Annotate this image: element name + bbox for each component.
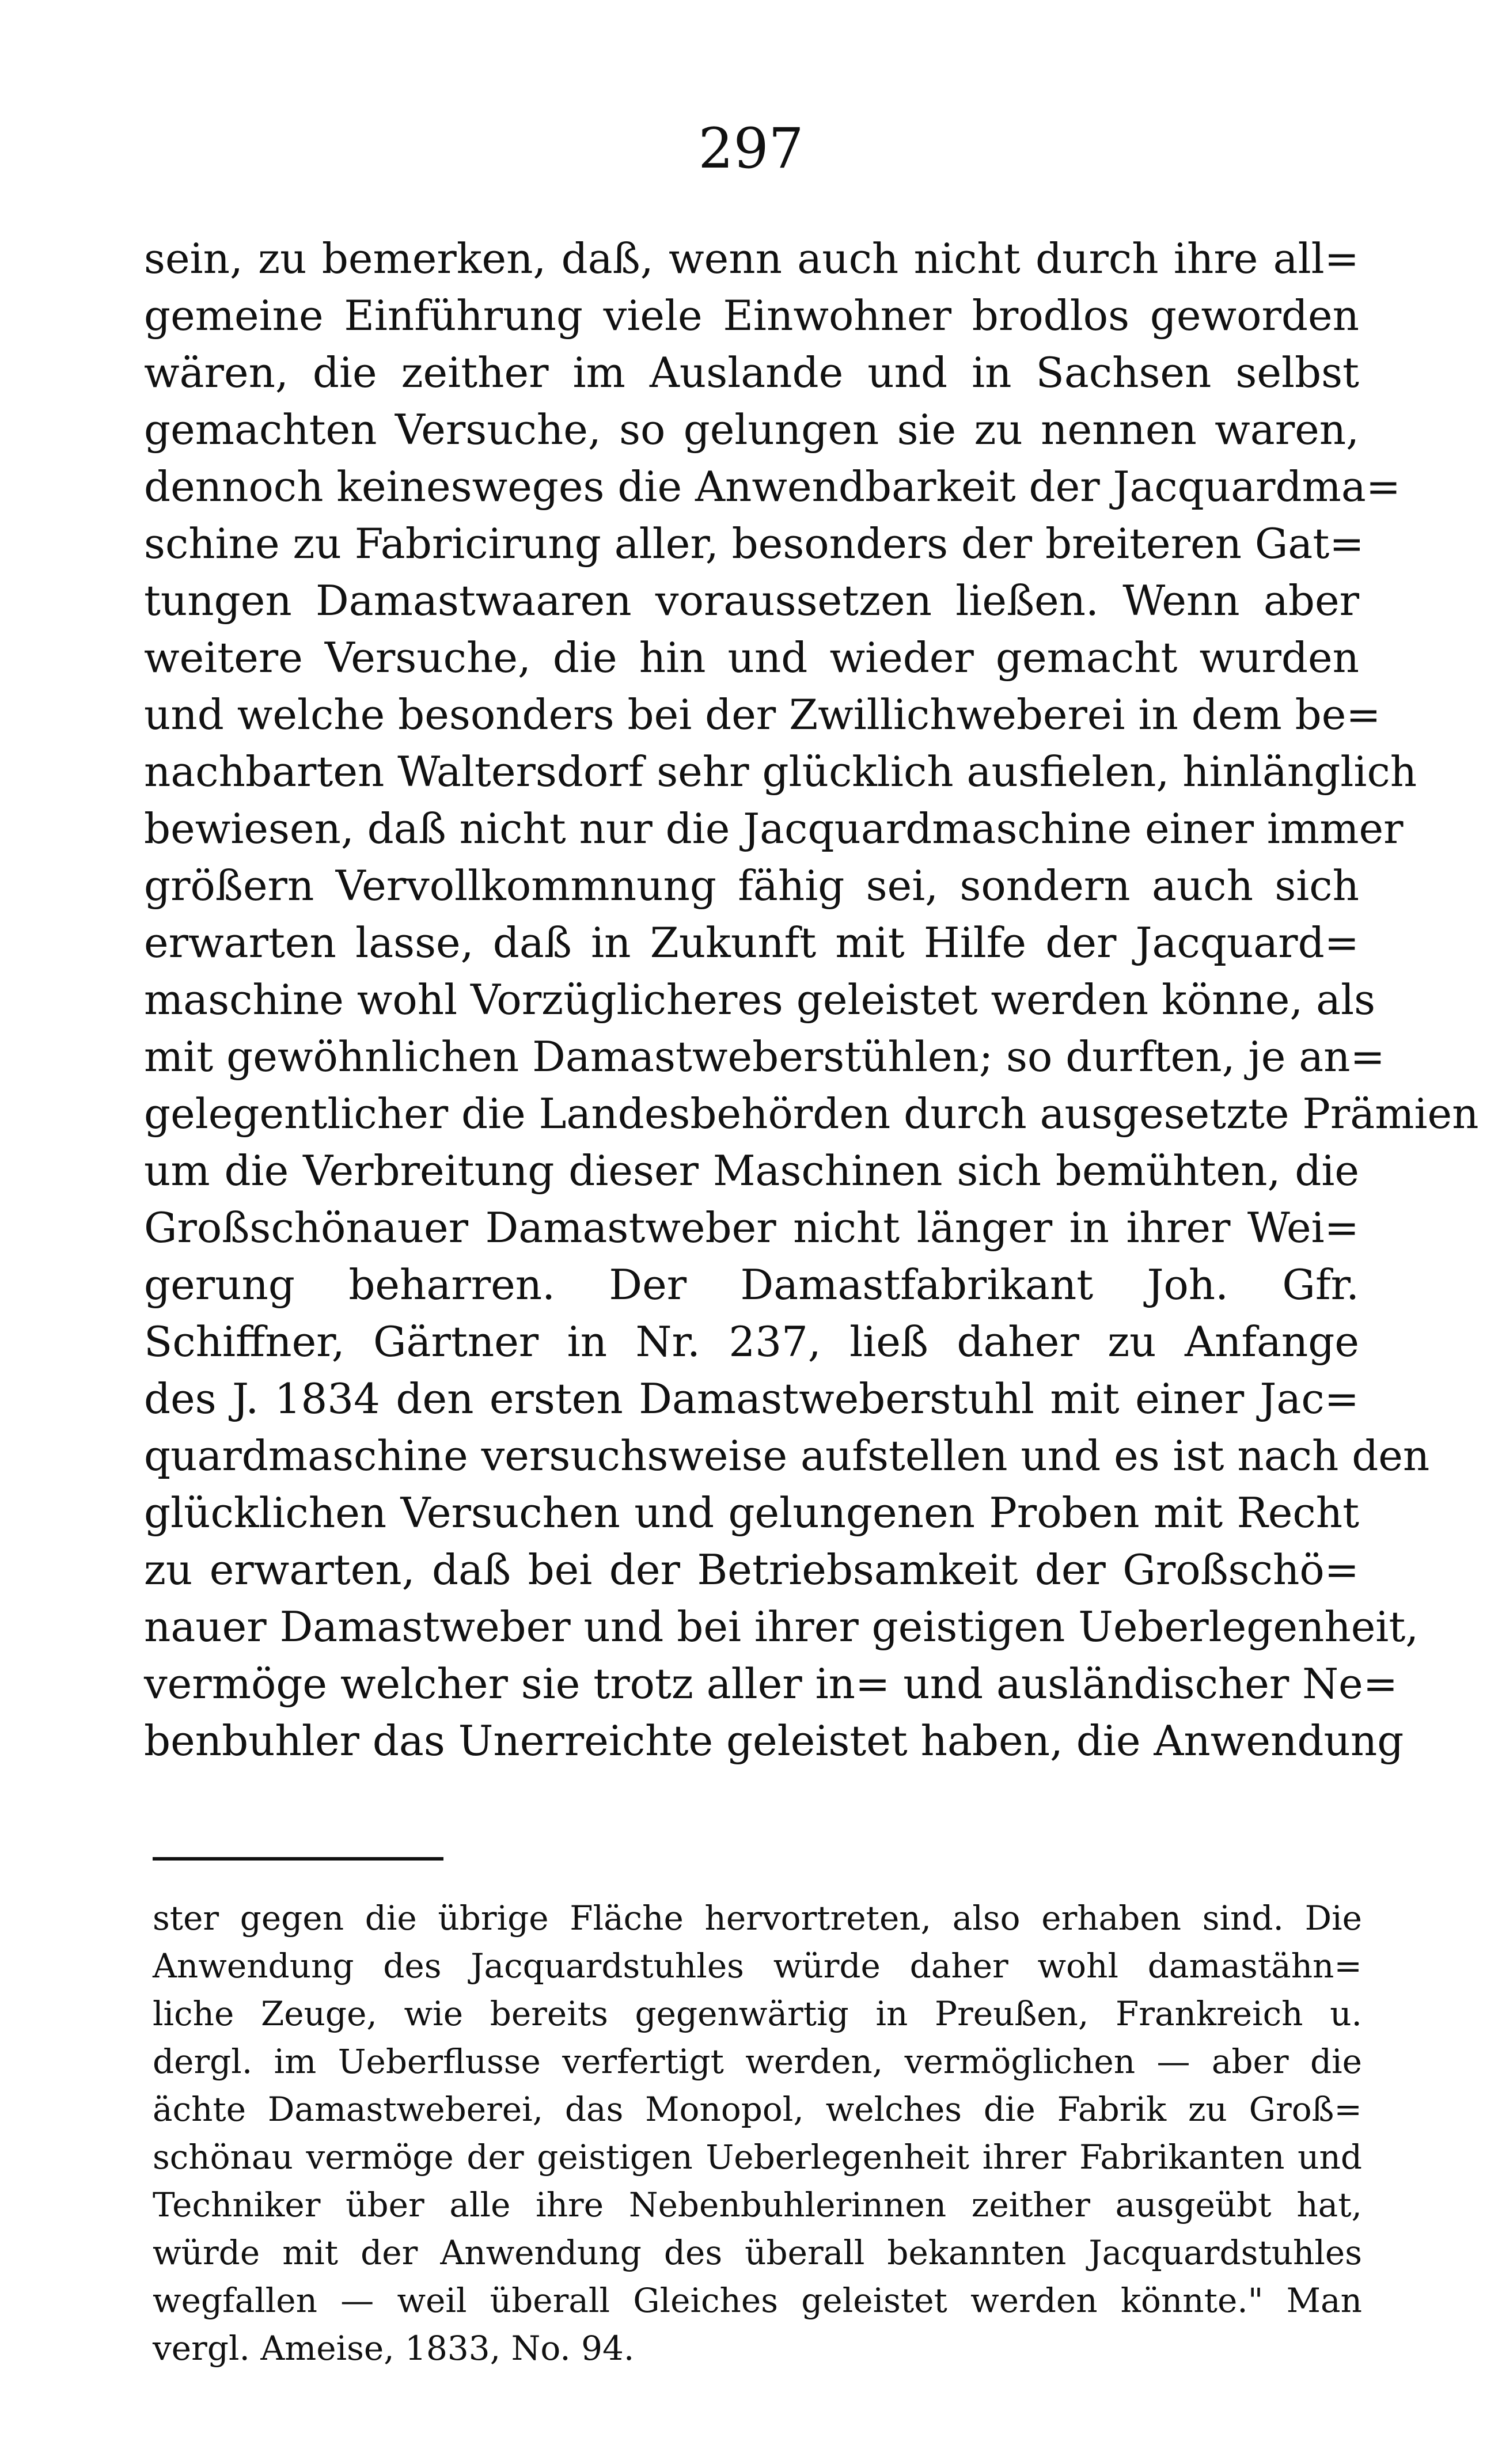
body-line: des J. 1834 den ersten Damastweberstuhl mit einer Jac= <box>144 1375 1359 1423</box>
page-number: 297 <box>698 116 804 181</box>
body-line: wären, die zeither im Auslande und in Sachsen selbst <box>144 348 1359 397</box>
body-line: gemeine Einführung viele Einwohner brodlos geworden <box>144 291 1359 340</box>
body-line: gerung beharren. Der Damastfabrikant Joh. Gfr. <box>144 1261 1359 1309</box>
body-line: gelegentlicher die Landesbehörden durch ausgesetzte Prämien <box>144 1089 1479 1138</box>
body-line: tungen Damastwaaren voraussetzen ließen. Wenn aber <box>144 576 1359 625</box>
body-line: quardmaschine versuchsweise aufstellen und es ist nach den <box>144 1432 1430 1480</box>
body-line: nauer Damastweber und bei ihrer geistigen Ueberlegenheit, <box>144 1603 1419 1651</box>
footnote-line: wegfallen — weil überall Gleiches geleistet werden könnte." Man <box>153 2281 1362 2320</box>
footnote-line: ster gegen die übrige Fläche hervortreten, also erhaben sind. Die <box>153 1899 1362 1938</box>
body-line: größern Vervollkommnung fähig sei, sondern auch sich <box>144 861 1359 910</box>
body-line: erwarten lasse, daß in Zukunft mit Hilfe der Jacquard= <box>144 918 1359 967</box>
footnote-line: dergl. im Ueberflusse verfertigt werden, vermöglichen — aber die <box>153 2042 1362 2081</box>
body-line: glücklichen Versuchen und gelungenen Proben mit Recht <box>144 1489 1359 1537</box>
body-line: maschine wohl Vorzüglicheres geleistet werden könne, als <box>144 975 1376 1024</box>
body-line: nachbarten Waltersdorf sehr glücklich ausfielen, hinlänglich <box>144 747 1417 796</box>
body-line: vermöge welcher sie trotz aller in= und ausländischer Ne= <box>144 1660 1398 1708</box>
footnote-line: Anwendung des Jacquardstuhles würde daher wohl damastähn= <box>153 1946 1362 1985</box>
body-line: sein, zu bemerken, daß, wenn auch nicht durch ihre all= <box>144 234 1359 283</box>
body-line: bewiesen, daß nicht nur die Jacquardmaschine einer immer <box>144 804 1404 853</box>
footnote-line: liche Zeuge, wie bereits gegenwärtig in Preußen, Frankreich u. <box>153 1994 1362 2033</box>
body-line: und welche besonders bei der Zwillichweberei in dem be= <box>144 690 1381 739</box>
body-line: mit gewöhnlichen Damastweberstühlen; so durften, je an= <box>144 1032 1385 1081</box>
body-line: dennoch keinesweges die Anwendbarkeit der Jacquardma= <box>144 462 1401 511</box>
footnote-line: vergl. Ameise, 1833, No. 94. <box>153 2329 635 2368</box>
footnote <box>153 1894 1362 2372</box>
footnote-divider <box>153 1857 443 1861</box>
body-line: um die Verbreitung dieser Maschinen sich bemühten, die <box>144 1146 1359 1195</box>
footnote-line: Techniker über alle ihre Nebenbuhlerinnen zeither ausgeübt hat, <box>153 2185 1362 2224</box>
body-line: zu erwarten, daß bei der Betriebsamkeit der Großschö= <box>144 1546 1359 1594</box>
body-line: weitere Versuche, die hin und wieder gemacht wurden <box>144 633 1359 682</box>
footnote-line: würde mit der Anwendung des überall bekannten Jacquardstuhles <box>153 2233 1362 2272</box>
body-line: schine zu Fabricirung aller, besonders der breiteren Gat= <box>144 519 1364 568</box>
body-text <box>144 230 1479 1770</box>
body-line: benbuhler das Unerreichte geleistet haben, die Anwendung <box>144 1717 1404 1765</box>
body-line: gemachten Versuche, so gelungen sie zu nennen waren, <box>144 405 1359 454</box>
body-line: Großschönauer Damastweber nicht länger in ihrer Wei= <box>144 1203 1359 1252</box>
footnote-line: schönau vermöge der geistigen Ueberlegenheit ihrer Fabrikanten und <box>153 2138 1362 2177</box>
body-line: Schiffner, Gärtner in Nr. 237, ließ daher zu Anfange <box>144 1318 1359 1366</box>
footnote-line: ächte Damastweberei, das Monopol, welches die Fabrik zu Groß= <box>153 2090 1362 2129</box>
